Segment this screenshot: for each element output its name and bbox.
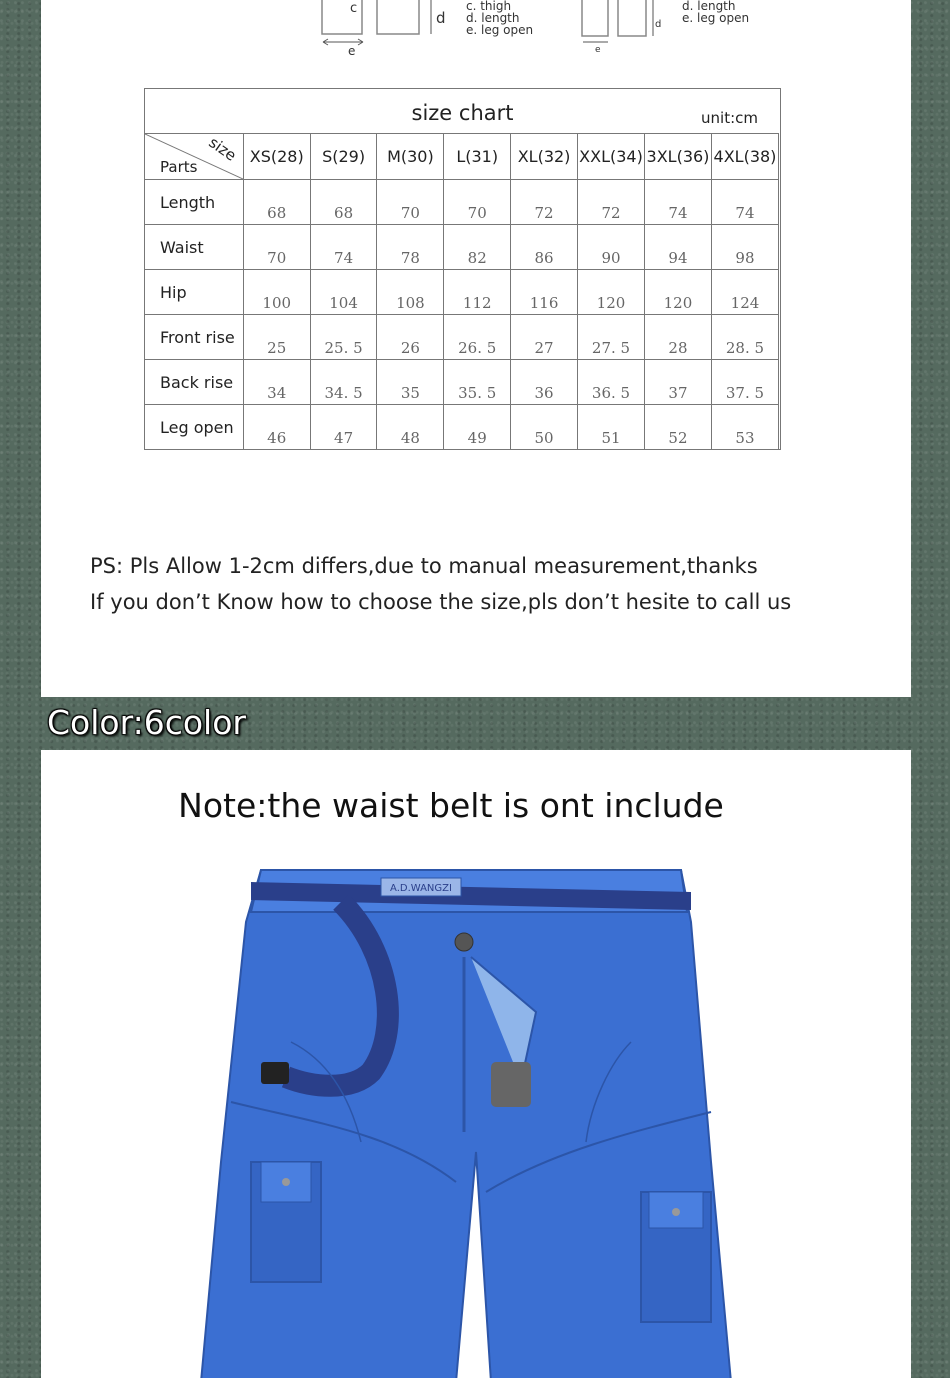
table-cell: 116 [511, 270, 578, 315]
table-corner-cell [145, 134, 244, 180]
table-cell: 28 [644, 315, 711, 360]
table-cell: 70 [444, 180, 511, 225]
table-cell: 26 [377, 315, 444, 360]
legend-item: e. leg open [682, 11, 750, 25]
table-cell: 90 [578, 225, 645, 270]
table-cell: 27 [511, 315, 578, 360]
table-cell: 35. 5 [444, 360, 511, 405]
size-chart-unit: unit:cm [701, 109, 758, 127]
table-cell: 98 [711, 225, 778, 270]
size-table [144, 133, 779, 450]
size-header: 4XL(38) [711, 134, 778, 180]
table-cell: 36. 5 [578, 360, 645, 405]
table-cell: 82 [444, 225, 511, 270]
size-header: S(29) [310, 134, 377, 180]
row-label: Length [145, 180, 244, 225]
table-cell: 94 [644, 225, 711, 270]
table-cell: 50 [511, 405, 578, 450]
table-cell: 72 [578, 180, 645, 225]
table-cell: 78 [377, 225, 444, 270]
diagram-letter-e-right: e [595, 45, 601, 55]
disclaimer-line-2: If you don’t Know how to choose the size,pls don’t hesite to call us [90, 590, 792, 614]
table-cell: 70 [243, 225, 310, 270]
row-label: Front rise [145, 315, 244, 360]
table-cell: 100 [243, 270, 310, 315]
table-cell: 53 [711, 405, 778, 450]
table-cell: 37. 5 [711, 360, 778, 405]
table-cell: 68 [310, 180, 377, 225]
table-cell: 46 [243, 405, 310, 450]
size-chart [144, 88, 781, 450]
table-cell: 48 [377, 405, 444, 450]
table-row [145, 315, 779, 360]
table-cell: 47 [310, 405, 377, 450]
row-label: Back rise [145, 360, 244, 405]
diagram-letter-e: e [348, 44, 356, 58]
corner-parts-label: Parts [160, 158, 198, 176]
table-cell: 124 [711, 270, 778, 315]
table-row [145, 225, 779, 270]
table-cell: 25 [243, 315, 310, 360]
table-cell: 25. 5 [310, 315, 377, 360]
legend-item: d. length [682, 0, 736, 13]
table-cell: 68 [243, 180, 310, 225]
brand-label-text: A.D.WANGZI [390, 883, 452, 894]
table-header-row [145, 134, 779, 180]
table-row [145, 405, 779, 450]
table-cell: 36 [511, 360, 578, 405]
table-row [145, 360, 779, 405]
table-cell: 120 [644, 270, 711, 315]
table-cell: 112 [444, 270, 511, 315]
belt-note: Note:the waist belt is ont include [178, 786, 724, 825]
size-header: XS(28) [243, 134, 310, 180]
table-cell: 35 [377, 360, 444, 405]
table-cell: 49 [444, 405, 511, 450]
disclaimer-line-1: PS: Pls Allow 1-2cm differs,due to manual measurement,thanks [90, 554, 758, 578]
table-cell: 86 [511, 225, 578, 270]
legend-item: c. thigh [466, 0, 512, 13]
table-cell: 72 [511, 180, 578, 225]
diagram-letter-c: c [350, 1, 358, 16]
table-cell: 26. 5 [444, 315, 511, 360]
table-cell: 104 [310, 270, 377, 315]
table-cell: 34 [243, 360, 310, 405]
size-header: 3XL(36) [644, 134, 711, 180]
size-header: M(30) [377, 134, 444, 180]
blue-cargo-shorts-image [191, 862, 751, 1378]
measurement-diagram [41, 0, 911, 62]
table-cell: 120 [578, 270, 645, 315]
table-cell: 52 [644, 405, 711, 450]
table-cell: 74 [310, 225, 377, 270]
table-cell: 70 [377, 180, 444, 225]
size-header: XXL(34) [578, 134, 645, 180]
color-section-title: Color:6color [47, 703, 246, 742]
table-cell: 37 [644, 360, 711, 405]
row-label: Waist [145, 225, 244, 270]
table-row [145, 180, 779, 225]
table-cell: 27. 5 [578, 315, 645, 360]
diagram-legend-right [682, 0, 749, 24]
table-cell: 28. 5 [711, 315, 778, 360]
diagram-letter-d: d [436, 9, 446, 27]
table-cell: 108 [377, 270, 444, 315]
size-disclaimer [90, 548, 791, 620]
corner-size-label: size [205, 133, 240, 165]
diagram-letter-d-right: d [655, 19, 662, 30]
size-info-panel [41, 0, 911, 697]
table-cell: 74 [711, 180, 778, 225]
table-cell: 34. 5 [310, 360, 377, 405]
legend-item: d. length [466, 11, 520, 25]
row-label: Leg open [145, 405, 244, 450]
row-label: Hip [145, 270, 244, 315]
product-photo-panel [41, 750, 911, 1378]
size-chart-title: size chart [411, 101, 514, 125]
diagram-legend-left [466, 0, 533, 36]
size-header: L(31) [444, 134, 511, 180]
table-cell: 51 [578, 405, 645, 450]
size-header: XL(32) [511, 134, 578, 180]
table-row [145, 270, 779, 315]
table-cell: 74 [644, 180, 711, 225]
legend-item: e. leg open [466, 23, 534, 37]
